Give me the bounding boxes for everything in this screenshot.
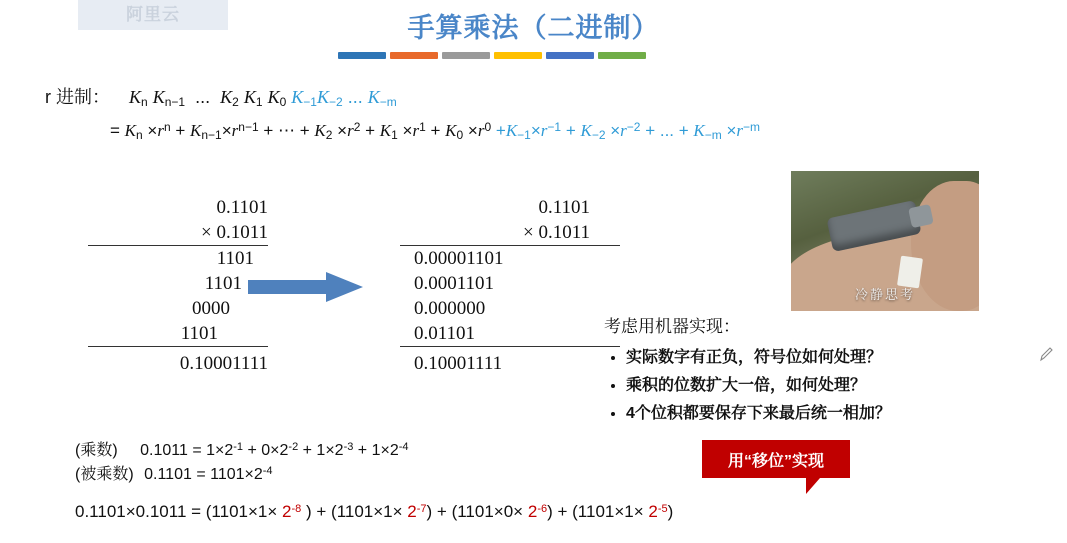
long-multiplication-right xyxy=(400,195,620,376)
shift-callout-banner xyxy=(702,440,850,478)
expansion-line xyxy=(110,120,760,142)
mul-left-row: 1101 xyxy=(88,321,268,347)
mul-right-row: 0.1101 xyxy=(538,197,590,218)
question-item: • 乘积的位数扩大一倍，如何处理？ xyxy=(626,372,1004,400)
multiplicand-expression: $0.1101 = 1101\times 2^{-4}$ xyxy=(144,465,273,483)
right-arrow-icon xyxy=(248,272,363,302)
radix-blue-terms: $K_{-1}K_{-2}$ ... $K_{-m}$ xyxy=(291,87,397,109)
divider-bar-3 xyxy=(442,52,490,59)
divider-bar-1 xyxy=(338,52,386,59)
radix-label: r 进制： xyxy=(45,87,110,107)
questions-block xyxy=(604,312,1004,428)
mul-right-row: 0.000000 xyxy=(414,298,486,319)
mul-left-row: 0000 xyxy=(192,298,230,319)
radix-black-terms: $K_n$ $K_{n-1}$ ... $K_2$ $K_1$ $K_0$ xyxy=(129,87,287,109)
expansion-blue: $+K_{-1}\times r^{-1} + K_{-2} \times r^{-2}$ + ... + $K_{-m} \times r^{-m}$ xyxy=(495,120,761,142)
mul-right-row: 0.0001101 xyxy=(414,273,495,294)
mul-left-row: 0.1101 xyxy=(216,197,268,218)
callout-text: 用“移位”实现 xyxy=(727,452,824,470)
illustration-photo xyxy=(791,171,979,311)
radix-line xyxy=(45,83,397,109)
photo-caption: 冷静思考 xyxy=(854,287,915,302)
mul-left-row: 1101 xyxy=(204,273,242,294)
mul-right-row: 0.00001101 xyxy=(414,248,504,269)
multiplier-label: (乘数) xyxy=(75,442,118,459)
question-item: • 4个位积都要保存下来最后统一相加？ xyxy=(626,400,1004,428)
questions-heading: 考虑用机器实现： xyxy=(604,317,740,336)
mul-left-row: × 0.1011 xyxy=(88,220,268,246)
questions-list xyxy=(604,344,1004,428)
multiplicand-label: (被乘数) xyxy=(75,466,134,483)
long-multiplication-left xyxy=(88,195,268,376)
expansion-black: = $K_n \times r^n + K_{n-1}\times r^{n-1}$ + ⋯ + $K_2 \times r^2 + K_1 \times r^1 + K_0 \times r^0$ xyxy=(110,120,492,142)
question-item: • 实际数字有正负，符号位如何处理？ xyxy=(626,344,1004,372)
divider-bar-5 xyxy=(546,52,594,59)
mul-right-row: × 0.1011 xyxy=(400,220,620,246)
divider-bar-4 xyxy=(494,52,542,59)
watermark-logo: 阿里云 xyxy=(78,0,228,30)
multiplier-formula xyxy=(75,437,409,460)
pen-icon[interactable] xyxy=(1039,345,1055,363)
page-title: 手算乘法（二进制） xyxy=(407,13,660,43)
divider-bar-2 xyxy=(390,52,438,59)
product-expansion-formula: $0.1101\times 0.1011 = (1101\times 1\times 2^{-8}$ ) + $(1101\times 1\times 2^{-7}) + (1101\times 0\times 2^{-6}) + (1101\times 1\times 2^{-5})$ xyxy=(75,502,674,521)
multiplier-expression: $0.1011 = 1\times 2^{-1} + 0\times 2^{-2} + 1\times 2^{-3} + 1\times 2^{-4}$ xyxy=(140,441,409,459)
mul-right-result: 0.10001111 xyxy=(414,353,503,374)
mul-left-result: 0.10001111 xyxy=(179,353,268,374)
multiplicand-formula xyxy=(75,461,273,484)
mul-right-row: 0.01101 xyxy=(400,321,620,347)
mul-left-row: 1101 xyxy=(216,248,254,269)
divider-bar-6 xyxy=(598,52,646,59)
title-divider-bars xyxy=(338,52,646,59)
